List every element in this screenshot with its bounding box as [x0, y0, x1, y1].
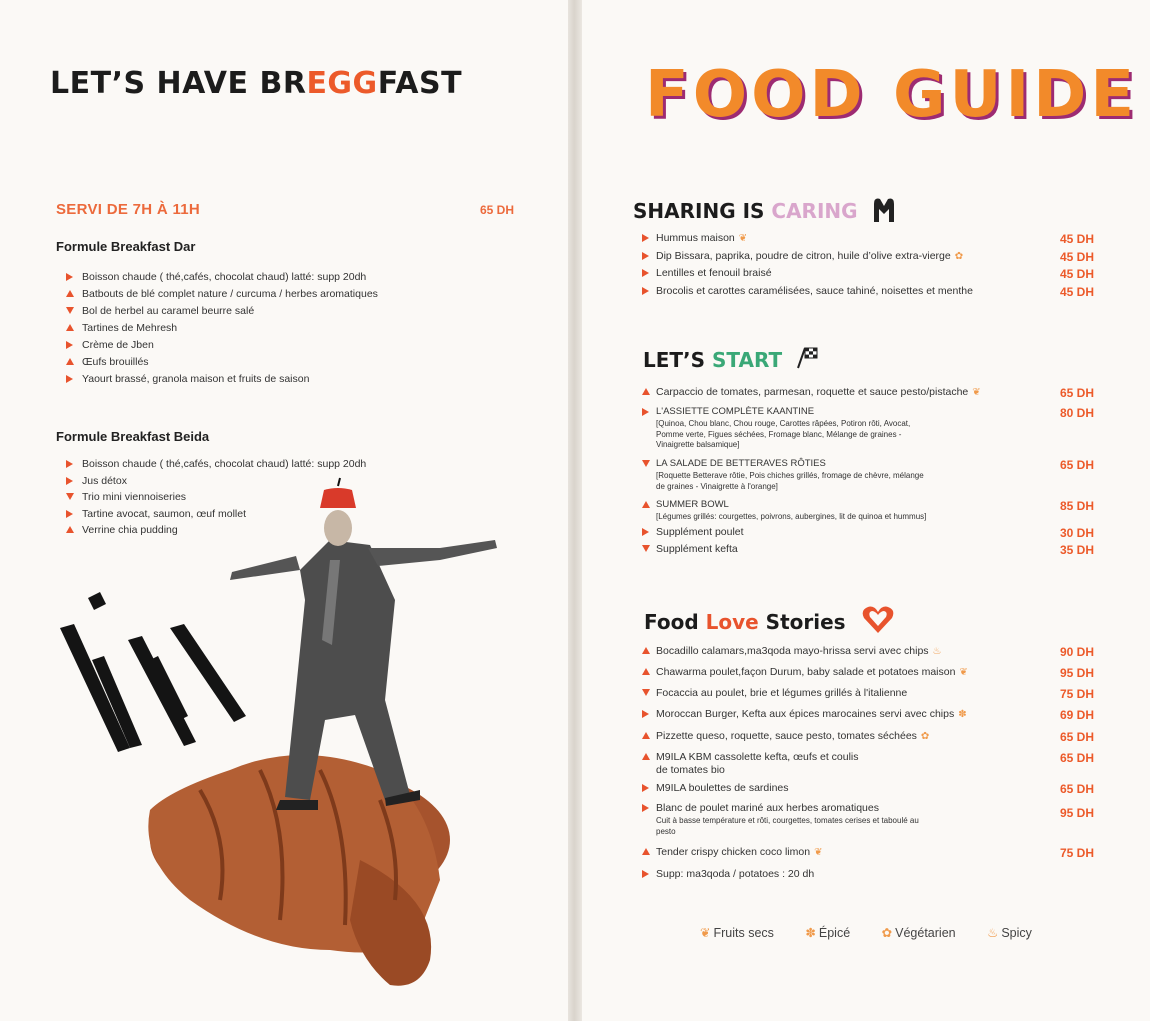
- item-price: 65 DH: [1059, 730, 1094, 744]
- vegetarien-icon: ✿: [881, 926, 893, 940]
- bullet-icon: [642, 647, 650, 654]
- vegetarien-icon: ✿: [920, 731, 930, 742]
- spicy-icon: ♨: [987, 926, 999, 940]
- bullet-icon: [642, 732, 650, 739]
- bullet-icon: [642, 545, 650, 552]
- bullet-icon: [642, 804, 649, 812]
- fruits-secs-icon: ❦: [738, 233, 748, 244]
- item-price: 45 DH: [1059, 285, 1094, 299]
- legend: [700, 925, 1060, 940]
- menu-item: SUMMER BOWL 85 DH [Légumes grillés: courgettes, poivrons, aubergines, lit de quinoa et hummus]: [642, 499, 1094, 523]
- menu-item: M9ILA boulettes de sardines 65 DH: [642, 782, 1094, 798]
- fruits-secs-icon: ❦: [959, 667, 968, 678]
- fruits-secs-icon: ❦: [700, 926, 711, 940]
- item-price: 45 DH: [1059, 267, 1094, 281]
- menu-item: L'ASSIETTE COMPLÈTE KAANTINE 80 DH [Quinoa, Chou blanc, Chou rouge, Carottes râpées, Potiron rôti, Avocat, Pomme verte, Figues séchées, Fromage blanc, Mélange de graines - Vinaigrette balsamique]: [642, 406, 1094, 454]
- bullet-icon: [642, 252, 649, 260]
- title-suffix: FAST: [377, 66, 463, 101]
- hands-heart-icon: [869, 194, 899, 224]
- bullet-icon: [642, 460, 650, 467]
- menu-item: Carpaccio de tomates, parmesan, roquette et sauce pesto/pistache ❦ 65 DH: [642, 386, 1094, 402]
- item-description: Cuit à basse température et rôti, courgettes, tomates cerises et taboulé au pesto: [656, 816, 919, 836]
- legend-vegetarien: ✿ Végétarien: [881, 926, 956, 940]
- item-price: 75 DH: [1059, 687, 1094, 701]
- bullet-icon: [642, 689, 650, 696]
- service-hours: SERVI DE 7H À 11H: [56, 201, 201, 218]
- item-description: [Quinoa, Chou blanc, Chou rouge, Carottes râpées, Potiron rôti, Avocat, Pomme verte, Figues séchées, Fromage blanc, Mélange de graines - Vinaigrette balsamique]: [656, 419, 911, 449]
- bullet-icon: [642, 269, 649, 277]
- menu-item: Chawarma poulet,façon Durum, baby salade et potatoes maison ❦ 95 DH: [642, 666, 1094, 682]
- item-description: [Roquette Betterave rôtie, Pois chiches grillés, fromage de chèvre, mélange de graines - Vinaigrette à l'orange]: [656, 471, 924, 491]
- title-prefix: LET’S HAVE BR: [50, 66, 307, 101]
- item-price: 30 DH: [1059, 526, 1094, 540]
- menu-item: Lentilles et fenouil braisé 45 DH: [642, 267, 1094, 283]
- menu-item: Tender crispy chicken coco limon ❦ 75 DH: [642, 846, 1094, 862]
- menu-item: M9ILA KBM cassolette kefta, œufs et coulis 65 DH de tomates bio: [642, 751, 1094, 779]
- bullet-icon: [642, 234, 649, 242]
- formula-beida-title: Formule Breakfast Beida: [56, 429, 210, 444]
- love-section-title: Food Love Stories: [644, 605, 895, 635]
- item-price: 95 DH: [1059, 666, 1094, 680]
- epice-icon: ✽: [958, 709, 967, 720]
- item-description: [Légumes grillés: courgettes, poivrons, aubergines, lit de quinoa et hummus]: [656, 512, 927, 521]
- bullet-icon: [642, 287, 649, 295]
- list-item: Tartines de Mehresh: [66, 322, 378, 339]
- list-item: Tartine avocat, saumon, œuf mollet: [66, 508, 366, 525]
- checkered-flag-icon: [795, 346, 819, 370]
- bullet-icon: [642, 870, 649, 878]
- menu-item: Brocolis et carottes caramélisées, sauce tahiné, noisettes et menthe 45 DH: [642, 285, 1094, 301]
- menu-item: Supplément kefta 35 DH: [642, 543, 1094, 559]
- fruits-secs-icon: ❦: [972, 387, 981, 398]
- legend-spicy: ♨ Spicy: [987, 926, 1032, 940]
- menu-item: Dip Bissara, paprika, poudre de citron, huile d’olive extra-vierge ✿ 45 DH: [642, 250, 1094, 266]
- formula-dar-title: Formule Breakfast Dar: [56, 239, 196, 254]
- vegetarien-icon: ✿: [954, 251, 964, 262]
- list-item: Jus détox: [66, 475, 366, 492]
- menu-item: LA SALADE DE BETTERAVES RÔTIES 65 DH [Roquette Betterave rôtie, Pois chiches grillés, fromage de chèvre, mélange de graines - Vinaigrette à l'orange]: [642, 458, 1094, 494]
- menu-item: Blanc de poulet mariné aux herbes aromatiques 95 DH Cuit à basse température et rôti, courgettes, tomates cerises et taboulé au pesto: [642, 802, 1094, 838]
- sharing-section-title: SHARING IS CARING: [633, 194, 899, 224]
- menu-item: Focaccia au poulet, brie et légumes grillés à l'italienne 75 DH: [642, 687, 1094, 703]
- item-price: 65 DH: [1059, 751, 1094, 765]
- item-price: 45 DH: [1059, 232, 1094, 246]
- bullet-icon: [642, 501, 650, 508]
- list-item: Bol de herbel au caramel beurre salé: [66, 305, 378, 322]
- heart-icon: [861, 605, 895, 635]
- bullet-icon: [642, 784, 649, 792]
- menu-item: Supplément poulet 30 DH: [642, 526, 1094, 542]
- bullet-icon: [642, 408, 649, 416]
- menu-item: Bocadillo calamars,ma3qoda mayo-hrissa servi avec chips ♨ 90 DH: [642, 645, 1094, 661]
- bullet-icon: [642, 848, 650, 855]
- list-item: Boisson chaude ( thé,cafés, chocolat chaud) latté: supp 20dh: [66, 458, 366, 475]
- item-price: 95 DH: [1059, 806, 1094, 820]
- list-item: Boisson chaude ( thé,cafés, chocolat chaud) latté: supp 20dh: [66, 271, 378, 288]
- spicy-icon: ♨: [932, 646, 942, 657]
- list-item: Batbouts de blé complet nature / curcuma / herbes aromatiques: [66, 288, 378, 305]
- title-egg: EGG: [306, 66, 378, 101]
- menu-item: Supp: ma3qoda / potatoes : 20 dh: [642, 868, 1094, 884]
- breakfast-price: 65 DH: [480, 203, 515, 217]
- legend-epice: ✽ Épicé: [805, 926, 851, 940]
- list-item: Verrine chia pudding: [66, 524, 366, 541]
- item-price: 90 DH: [1059, 645, 1094, 659]
- fruits-secs-icon: ❦: [814, 847, 823, 858]
- item-price: 65 DH: [1059, 458, 1094, 472]
- item-price: 69 DH: [1059, 708, 1094, 722]
- menu-item: Moroccan Burger, Kefta aux épices marocaines servi avec chips ✽ 69 DH: [642, 708, 1094, 724]
- bullet-icon: [642, 668, 650, 675]
- epice-icon: ✽: [805, 926, 816, 940]
- bullet-icon: [642, 710, 649, 718]
- item-price: 85 DH: [1059, 499, 1094, 513]
- legend-fruits-secs: ❦ Fruits secs: [700, 926, 774, 940]
- list-item: Crème de Jben: [66, 339, 378, 356]
- start-section-title: LET’S START: [643, 346, 819, 372]
- list-item: Yaourt brassé, granola maison et fruits de saison: [66, 373, 378, 390]
- croissant-surfer-illustration: [0, 0, 572, 1021]
- brush-strokes: [60, 592, 246, 752]
- bullet-icon: [642, 388, 650, 395]
- item-price: 75 DH: [1059, 846, 1094, 860]
- item-price: 35 DH: [1059, 543, 1094, 557]
- item-price: 80 DH: [1059, 406, 1094, 420]
- item-price: 45 DH: [1059, 250, 1094, 264]
- menu-item: Pizzette queso, roquette, sauce pesto, tomates séchées ✿ 65 DH: [642, 730, 1094, 746]
- food-guide-title: FOOD GUIDE: [645, 58, 1139, 132]
- bullet-icon: [642, 528, 649, 536]
- menu-item: Hummus maison ❦ 45 DH: [642, 232, 1094, 248]
- list-item: Trio mini viennoiseries: [66, 491, 366, 508]
- item-price: 65 DH: [1059, 782, 1094, 796]
- list-item: Œufs brouillés: [66, 356, 378, 373]
- item-price: 65 DH: [1059, 386, 1094, 400]
- bullet-icon: [642, 753, 650, 760]
- item-description: de tomates bio: [656, 764, 725, 776]
